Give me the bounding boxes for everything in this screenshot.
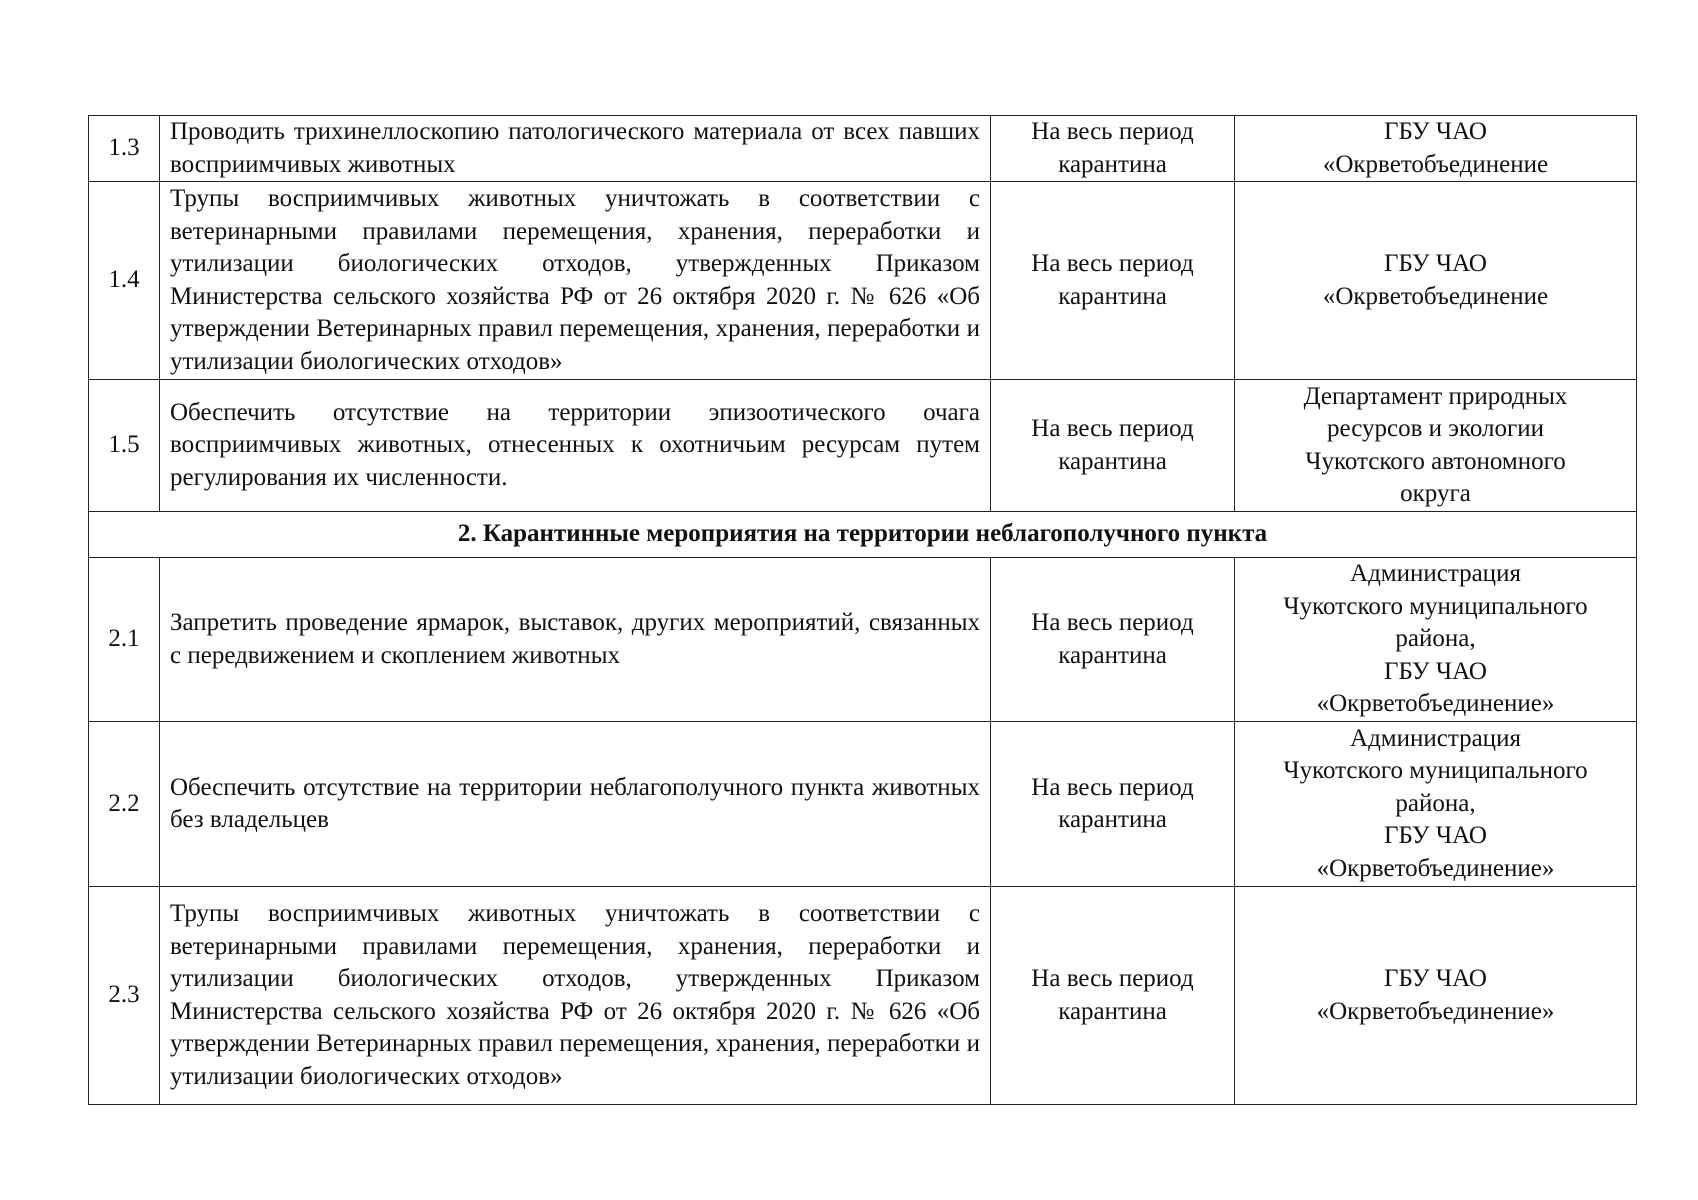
responsible-line: «Окрветобъединение» (1316, 854, 1555, 882)
responsible-cell (1235, 116, 1637, 182)
responsible-cell (1235, 182, 1637, 380)
row-number: 1.5 (89, 380, 160, 512)
table-row (89, 558, 1637, 722)
responsible-line: Чукотского муниципального (1283, 592, 1588, 620)
responsible-line: ГБУ ЧАО (1384, 250, 1487, 277)
term-cell (991, 116, 1235, 182)
responsible-cell (1235, 887, 1637, 1105)
term-line: карантина (1058, 997, 1167, 1025)
term-cell (991, 182, 1235, 380)
table-row (89, 722, 1637, 887)
responsible-line: Департамент природных (1303, 382, 1568, 410)
responsible-line: ГБУ ЧАО (1384, 657, 1487, 685)
responsible-line: ГБУ ЧАО (1384, 822, 1487, 850)
row-number: 2.2 (89, 722, 160, 887)
measure-text: Проводить трихинеллоскопию патологического материала от всех павших восприимчивых животных (160, 116, 991, 182)
term-line: На весь период (1031, 118, 1194, 145)
term-line: На весь период (1031, 609, 1194, 636)
responsible-line: ресурсов и экологии (1326, 415, 1545, 442)
table-row (89, 380, 1637, 512)
row-number: 2.3 (89, 887, 160, 1105)
responsible-line: ГБУ ЧАО (1384, 965, 1487, 992)
table-row (89, 887, 1637, 1105)
term-line: На весь период (1031, 965, 1194, 992)
term-cell (991, 722, 1235, 887)
term-line: карантина (1058, 447, 1167, 475)
measures-table (88, 115, 1637, 1105)
measure-text: Трупы восприимчивых животных уничтожать в соответствии с ветеринарными правилами перемещения, хранения, переработки и утилизации биологических отходов, утвержденных Приказом Министерства сельского хозяйства РФ от 26 октября 2020 г. № 626 «Об утверждении Ветеринарных правил перемещения, хранения, переработки и утилизации биологических отходов» (160, 182, 991, 380)
responsible-cell (1235, 722, 1637, 887)
responsible-line: «Окрветобъединение (1322, 282, 1549, 310)
term-cell (991, 887, 1235, 1105)
term-line: На весь период (1031, 250, 1194, 277)
responsible-cell (1235, 380, 1637, 512)
term-line: На весь период (1031, 773, 1194, 801)
row-number: 1.3 (89, 116, 160, 182)
measure-text: Трупы восприимчивых животных уничтожать в соответствии с ветеринарными правилами перемещения, хранения, переработки и утилизации биологических отходов, утвержденных Приказом Министерства сельского хозяйства РФ от 26 октября 2020 г. № 626 «Об утверждении Ветеринарных правил перемещения, хранения, переработки и утилизации биологических отходов» (160, 887, 991, 1105)
term-line: карантина (1058, 150, 1167, 178)
term-line: На весь период (1031, 415, 1194, 442)
measure-text: Обеспечить отсутствие на территории неблагополучного пункта животных без владельцев (160, 722, 991, 887)
measure-text: Обеспечить отсутствие на территории эпизоотического очага восприимчивых животных, отнесенных к охотничьим ресурсам путем регулирования их численности. (160, 380, 991, 512)
responsible-line: Чукотского муниципального (1283, 757, 1588, 785)
responsible-line: ГБУ ЧАО (1384, 118, 1487, 145)
term-line: карантина (1058, 641, 1167, 669)
responsible-line: Администрация (1350, 724, 1521, 752)
section-title: 2. Карантинные мероприятия на территории неблагополучного пункта (89, 512, 1637, 558)
row-number: 1.4 (89, 182, 160, 380)
responsible-line: района, (1395, 789, 1476, 817)
table-row (89, 182, 1637, 380)
responsible-line: «Окрветобъединение» (1316, 997, 1555, 1025)
responsible-line: Администрация (1350, 560, 1521, 588)
responsible-line: Чукотского автономного (1305, 447, 1566, 475)
table-row (89, 116, 1637, 182)
responsible-line: района, (1395, 625, 1476, 653)
measure-text: Запретить проведение ярмарок, выставок, других мероприятий, связанных с передвижением и скоплением животных (160, 558, 991, 722)
responsible-line: «Окрветобъединение (1322, 150, 1549, 178)
term-cell (991, 380, 1235, 512)
responsible-line: «Окрветобъединение» (1316, 690, 1555, 718)
row-number: 2.1 (89, 558, 160, 722)
responsible-line: округа (1400, 480, 1471, 507)
term-cell (991, 558, 1235, 722)
term-line: карантина (1058, 282, 1167, 310)
responsible-cell (1235, 558, 1637, 722)
section-header-row (89, 512, 1637, 558)
term-line: карантина (1058, 806, 1167, 833)
